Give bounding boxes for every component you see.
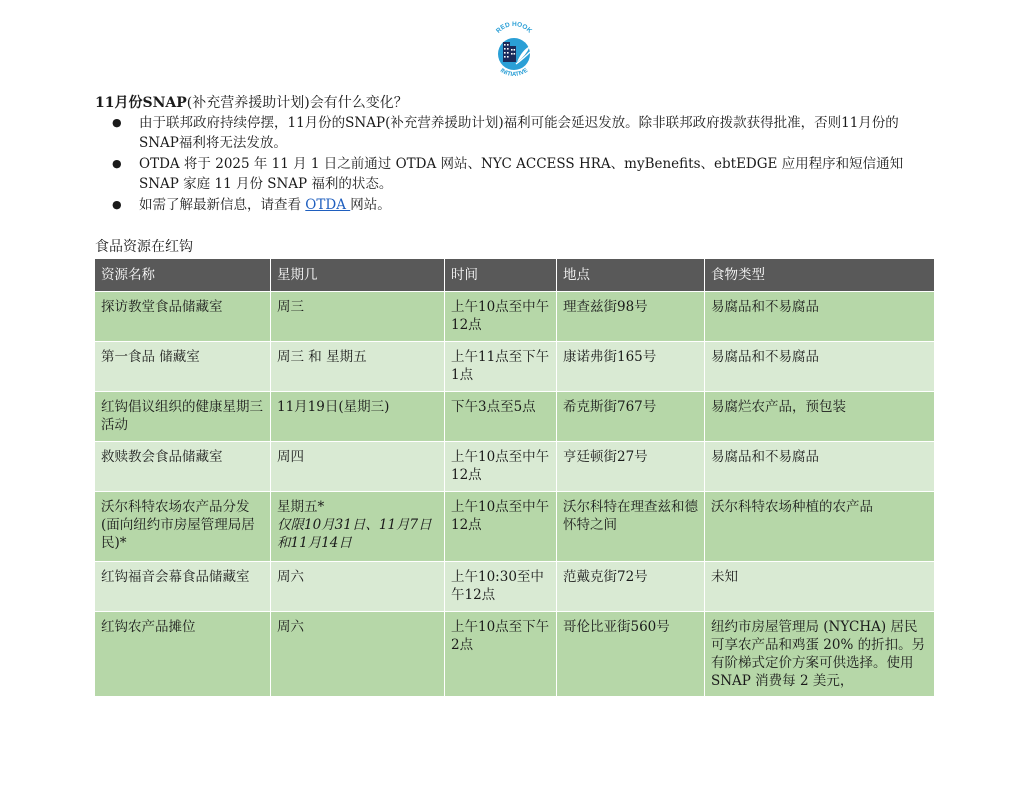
table-row <box>95 442 935 492</box>
cell-food: 纽约市房屋管理局 (NYCHA) 居民可享农产品和鸡蛋 20% 的折扣。另有阶梯式定价方案可供选择。使用 SNAP 消费每 2 美元， <box>705 612 935 697</box>
column-header-food-type: 食物类型 <box>705 259 935 292</box>
food-resources-table <box>94 258 935 697</box>
cell-location: 范戴克街72号 <box>557 562 705 612</box>
snap-bullet-list <box>108 113 928 216</box>
table-row <box>95 292 935 342</box>
snap-bullet-3-prefix: 如需了解最新信息，请查看 <box>139 197 306 213</box>
cell-time: 上午10:30至中午12点 <box>445 562 557 612</box>
snap-heading-rest: (补充营养援助计划)会有什么变化？ <box>186 95 408 111</box>
cell-time: 上午10点至中午12点 <box>445 492 557 562</box>
column-header-name: 资源名称 <box>95 259 271 292</box>
table-row <box>95 612 935 697</box>
table-row <box>95 562 935 612</box>
cell-time: 上午10点至中午12点 <box>445 292 557 342</box>
cell-name: 红钩农产品摊位 <box>95 612 271 697</box>
column-header-location: 地点 <box>557 259 705 292</box>
cell-food: 易腐品和不易腐品 <box>705 292 935 342</box>
red-hook-initiative-logo-icon <box>486 14 542 84</box>
cell-day: 周六 <box>271 562 445 612</box>
table-row <box>95 392 935 442</box>
cell-location: 希克斯街767号 <box>557 392 705 442</box>
cell-day: 11月19日(星期三) <box>271 392 445 442</box>
table-row <box>95 492 935 562</box>
cell-day <box>271 492 445 562</box>
cell-day: 周六 <box>271 612 445 697</box>
column-header-day: 星期几 <box>271 259 445 292</box>
snap-bullet-2: ● OTDA 将于 2025 年 11 月 1 日之前通过 OTDA 网站、NYC ACCESS HRA、myBenefits、ebtEDGE 应用程序和短信通知 SNAP 家庭 11 月份 SNAP 福利的状态。 <box>108 154 928 194</box>
food-section-title: 食品资源在红钩 <box>95 239 193 255</box>
column-header-time: 时间 <box>445 259 557 292</box>
snap-bullet-1: ● 由于联邦政府持续停摆，11月份的SNAP(补充营养援助计划)福利可能会延迟发放。除非联邦政府拨款获得批准，否则11月份的SNAP福利将无法发放。 <box>108 113 928 153</box>
cell-name: 红钩倡议组织的健康星期三活动 <box>95 392 271 442</box>
cell-location: 理查兹街98号 <box>557 292 705 342</box>
snap-heading <box>95 92 408 112</box>
cell-name: 红钩福音会幕食品储藏室 <box>95 562 271 612</box>
cell-food: 未知 <box>705 562 935 612</box>
cell-food: 易腐品和不易腐品 <box>705 342 935 392</box>
cell-time: 上午10点至中午12点 <box>445 442 557 492</box>
cell-name: 第一食品 储藏室 <box>95 342 271 392</box>
cell-location: 亨廷顿街27号 <box>557 442 705 492</box>
snap-bullet-3-suffix: 网站。 <box>350 197 391 213</box>
cell-location: 哥伦比亚街560号 <box>557 612 705 697</box>
cell-day-note: 仅限10月31日、11月7日和11月14日 <box>277 517 432 551</box>
cell-food: 易腐烂农产品，预包装 <box>705 392 935 442</box>
otda-website-link[interactable]: OTDA <box>305 197 351 213</box>
cell-name: 沃尔科特农场农产品分发(面向纽约市房屋管理局居民)* <box>95 492 271 562</box>
snap-bullet-3 <box>108 195 928 215</box>
cell-food: 易腐品和不易腐品 <box>705 442 935 492</box>
cell-food: 沃尔科特农场种植的农产品 <box>705 492 935 562</box>
snap-heading-bold: 11月份SNAP <box>95 95 187 111</box>
cell-name: 探访教堂食品储藏室 <box>95 292 271 342</box>
table-row <box>95 342 935 392</box>
cell-location: 康诺弗街165号 <box>557 342 705 392</box>
cell-day: 周三 和 星期五 <box>271 342 445 392</box>
cell-day: 周三 <box>271 292 445 342</box>
cell-day: 周四 <box>271 442 445 492</box>
logo-top-text: RED HOOK <box>495 20 533 35</box>
cell-name: 救赎教会食品储藏室 <box>95 442 271 492</box>
table-header-row <box>95 259 935 292</box>
logo-bottom-text: INITIATIVE <box>498 67 530 79</box>
cell-time: 上午10点至下午2点 <box>445 612 557 697</box>
cell-time: 下午3点至5点 <box>445 392 557 442</box>
cell-time: 上午11点至下午1点 <box>445 342 557 392</box>
cell-location: 沃尔科特在理查兹和德怀特之间 <box>557 492 705 562</box>
cell-day-main: 星期五* <box>277 499 325 515</box>
